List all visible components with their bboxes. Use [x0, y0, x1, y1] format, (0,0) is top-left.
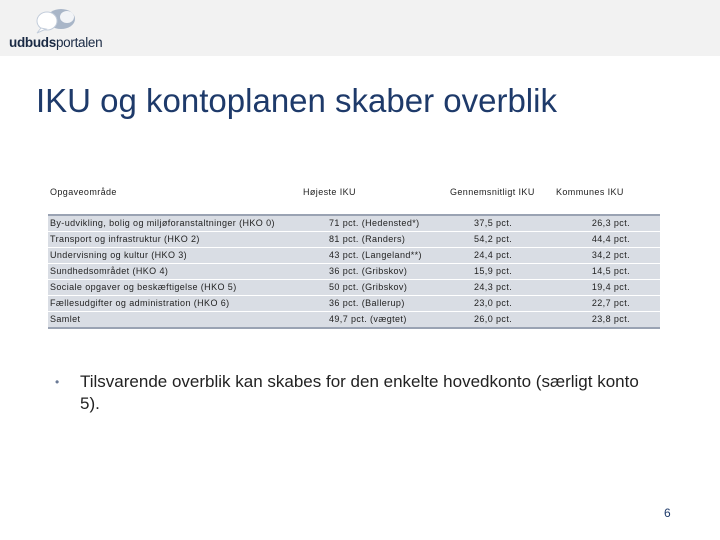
cell-highest: 36 pct. (Ballerup): [301, 295, 448, 311]
cell-average: 23,0 pct.: [448, 295, 554, 311]
cell-highest: 49,7 pct. (vægtet): [301, 311, 448, 329]
cell-average: 15,9 pct.: [448, 263, 554, 279]
cell-highest: 43 pct. (Langeland**): [301, 247, 448, 263]
table-row: [48, 247, 660, 263]
cell-average: 54,2 pct.: [448, 231, 554, 247]
logo-text-bold: udbuds: [9, 35, 56, 50]
cell-highest: 36 pct. (Gribskov): [301, 263, 448, 279]
cell-municipality: 14,5 pct.: [554, 263, 660, 279]
bullet-text: Tilsvarende overblik kan skabes for den enkelte hovedkonto (særligt konto 5).: [80, 372, 639, 413]
iku-table: [48, 183, 660, 329]
table-row-total: [48, 311, 660, 329]
bullet-item: [55, 371, 655, 415]
header-hoejeste-iku: Højeste IKU: [303, 187, 356, 197]
cell-municipality: 44,4 pct.: [554, 231, 660, 247]
header-opgaveomraade: Opgaveområde: [50, 187, 117, 197]
table-header-row: [48, 183, 660, 214]
cell-average: 24,3 pct.: [448, 279, 554, 295]
cell-municipality: 26,3 pct.: [554, 214, 660, 231]
cell-area: Undervisning og kultur (HKO 3): [48, 247, 301, 263]
cell-area: Sociale opgaver og beskæftigelse (HKO 5): [48, 279, 301, 295]
cell-area: Sundhedsområdet (HKO 4): [48, 263, 301, 279]
bullet-dot-icon: •: [55, 375, 60, 389]
bubble-logo-icon: [31, 8, 83, 34]
cell-average: 24,4 pct.: [448, 247, 554, 263]
udbudsportalen-logo[interactable]: [9, 8, 119, 52]
cell-area: By-udvikling, bolig og miljøforanstaltninger (HKO 0): [48, 214, 301, 231]
cell-municipality: 19,4 pct.: [554, 279, 660, 295]
cell-average: 26,0 pct.: [448, 311, 554, 329]
cell-municipality: 22,7 pct.: [554, 295, 660, 311]
page-number: 6: [664, 506, 671, 520]
cell-highest: 50 pct. (Gribskov): [301, 279, 448, 295]
header-gennemsnitligt-iku: Gennemsnitligt IKU: [450, 187, 535, 197]
cell-average: 37,5 pct.: [448, 214, 554, 231]
cell-municipality: 34,2 pct.: [554, 247, 660, 263]
logo-text-light: portalen: [55, 35, 103, 50]
cell-area: Samlet: [48, 311, 301, 329]
cell-highest: 81 pct. (Randers): [301, 231, 448, 247]
header-kommunes-iku: Kommunes IKU: [556, 187, 624, 197]
slide-title: IKU og kontoplanen skaber overblik: [36, 82, 557, 119]
table-row: [48, 295, 660, 311]
header-band: [0, 0, 720, 56]
cell-area: Fællesudgifter og administration (HKO 6): [48, 295, 301, 311]
bullet-list: [55, 371, 655, 415]
table-row: [48, 231, 660, 247]
cell-area: Transport og infrastruktur (HKO 2): [48, 231, 301, 247]
cell-highest: 71 pct. (Hedensted*): [301, 214, 448, 231]
table-row: [48, 263, 660, 279]
cell-municipality: 23,8 pct.: [554, 311, 660, 329]
logo-text: [9, 35, 102, 50]
table-row: [48, 279, 660, 295]
table-row: [48, 214, 660, 231]
